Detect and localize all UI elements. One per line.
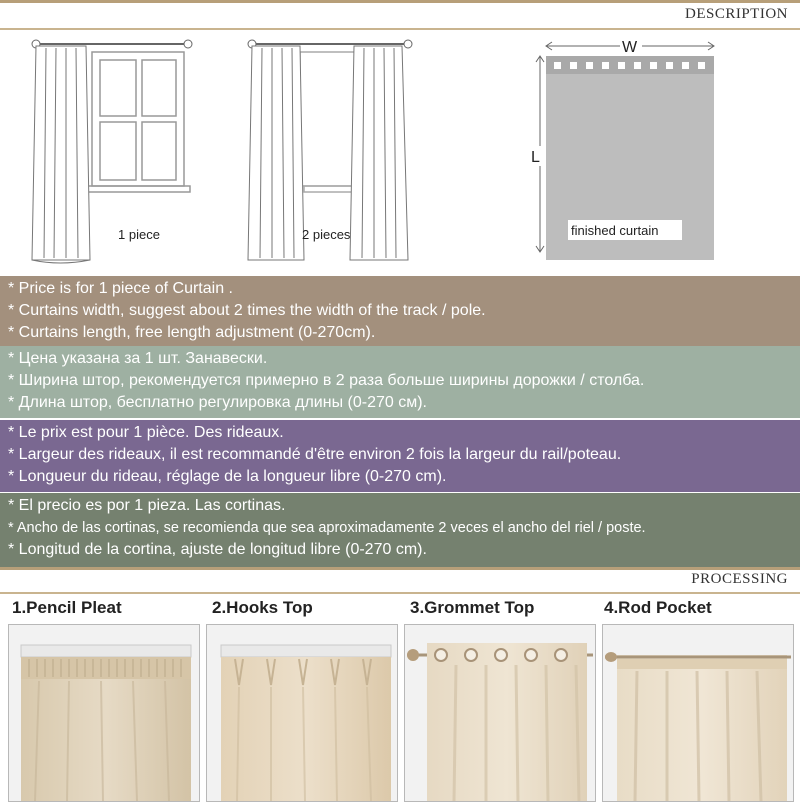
spanish-line: * Ancho de las cortinas, se recomienda que sea aproximadamente 2 veces el ancho del riel / poste. [8, 520, 646, 536]
description-divider [0, 28, 800, 30]
dimension-diagram [528, 34, 724, 270]
english-line: * Curtains length, free length adjustment (0-270cm). [8, 324, 376, 341]
curtain-icon [32, 46, 90, 263]
finished-curtain-label: finished curtain [571, 223, 659, 238]
width-label: W [622, 39, 638, 56]
length-label: L [531, 149, 540, 166]
rod-pocket-label: 4.Rod Pocket [604, 598, 712, 617]
russian-line: * Цена указана за 1 шт. Занавески. [8, 350, 268, 367]
grommet-top-image [404, 624, 596, 802]
fabric-icon [427, 643, 587, 801]
processing-header: PROCESSING [691, 571, 788, 587]
description-header: DESCRIPTION [684, 6, 788, 22]
french-panel [0, 420, 800, 492]
russian-line: * Ширина штор, рекомендуется примерно в 2 раза больше ширины дорожки / столба. [8, 372, 645, 389]
pencil-pleat-image [8, 624, 200, 802]
track-icon [221, 645, 391, 657]
hooks-top-label: 2.Hooks Top [212, 598, 313, 617]
rod-finial-icon [605, 652, 617, 662]
rod-finial-icon [184, 40, 192, 48]
french-line: * Le prix est pour 1 pièce. Des rideaux. [8, 424, 284, 441]
russian-panel [0, 346, 800, 418]
two-pieces-label: 2 pieces [302, 227, 351, 242]
english-line: * Price is for 1 piece of Curtain . [8, 280, 233, 297]
english-line: * Curtains width, suggest about 2 times the width of the track / pole. [8, 302, 486, 319]
french-line: * Largeur des rideaux, il est recommandé d'être environ 2 fois la largeur du rail/poteau. [8, 446, 622, 463]
one-piece-label: 1 piece [118, 227, 160, 242]
window-icon [86, 52, 190, 192]
english-panel [0, 276, 800, 348]
rod-finial-icon [404, 40, 412, 48]
french-line: * Longueur du rideau, réglage de la longueur libre (0-270 cm). [8, 468, 447, 485]
spanish-panel [0, 493, 800, 567]
two-pieces-diagram [242, 34, 422, 270]
grommet-top-label: 3.Grommet Top [410, 598, 535, 617]
spanish-line: * El precio es por 1 pieza. Las cortinas. [8, 497, 286, 514]
top-divider [0, 0, 800, 3]
pencil-pleat-label: 1.Pencil Pleat [12, 598, 122, 617]
russian-line: * Длина штор, бесплатно регулировка длины (0-270 см). [8, 394, 427, 411]
track-icon [21, 645, 191, 657]
processing-divider-top [0, 567, 800, 570]
rod-finial-icon [407, 649, 419, 661]
one-piece-diagram [20, 34, 220, 270]
rod-pocket-image [602, 624, 794, 802]
spanish-line: * Longitud de la cortina, ajuste de longitud libre (0-270 cm). [8, 541, 427, 558]
processing-divider [0, 592, 800, 594]
hooks-top-image [206, 624, 398, 802]
